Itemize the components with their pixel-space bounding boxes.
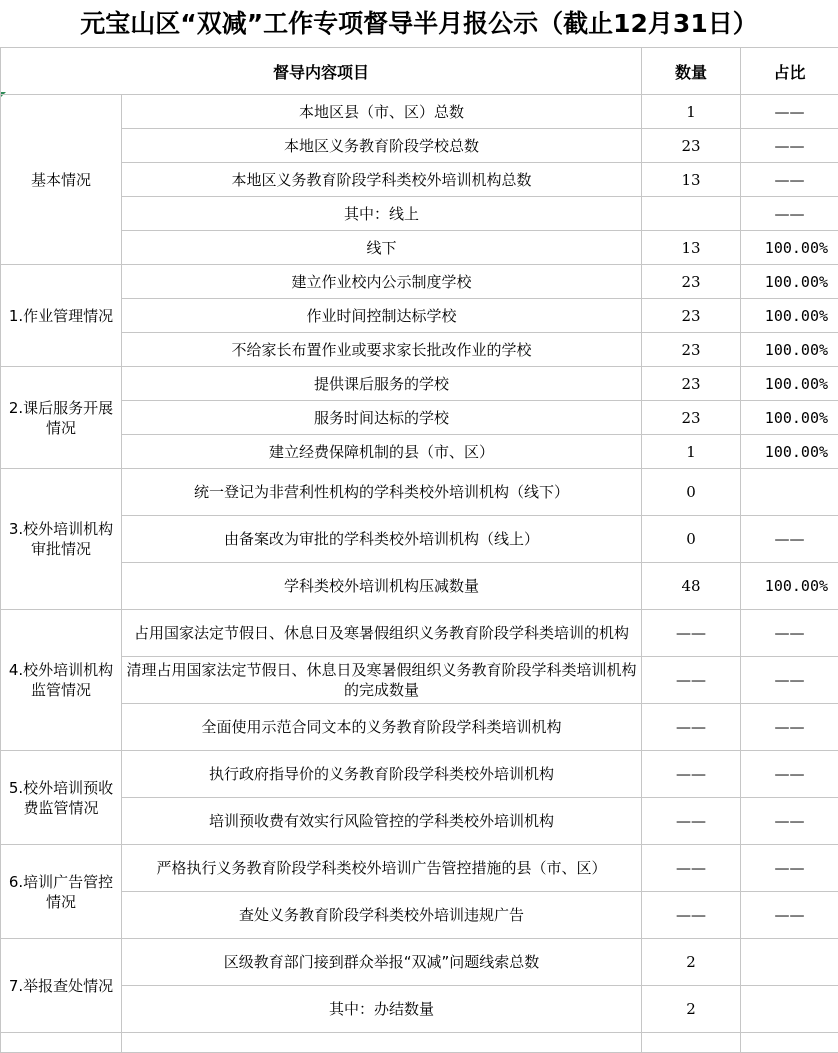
item-cell: 查处义务教育阶段学科类校外培训违规广告	[122, 892, 642, 939]
header-item: 督导内容项目	[1, 48, 642, 95]
table-row	[1, 892, 838, 939]
item-cell: 其中：线上	[122, 197, 642, 231]
table-header-row	[1, 48, 838, 95]
empty-cell	[642, 1033, 741, 1053]
count-cell: 13	[642, 231, 741, 265]
count-cell: 23	[642, 265, 741, 299]
count-cell: 23	[642, 333, 741, 367]
count-cell: 48	[642, 563, 741, 610]
count-cell: 23	[642, 401, 741, 435]
table-row	[1, 751, 838, 798]
table-row	[1, 265, 838, 299]
category-cell: 4.校外培训机构监管情况	[1, 610, 122, 751]
table-row	[1, 163, 838, 197]
count-cell: 0	[642, 516, 741, 563]
category-cell: 2.课后服务开展情况	[1, 367, 122, 469]
item-cell: 作业时间控制达标学校	[122, 299, 642, 333]
item-cell: 线下	[122, 231, 642, 265]
ratio-cell: ——	[741, 516, 838, 563]
table-row	[1, 333, 838, 367]
report-table	[0, 47, 838, 1053]
ratio-cell: 100.00%	[741, 333, 838, 367]
count-cell: 23	[642, 367, 741, 401]
category-cell: 5.校外培训预收费监管情况	[1, 751, 122, 845]
ratio-cell: ——	[741, 610, 838, 657]
item-cell: 严格执行义务教育阶段学科类校外培训广告管控措施的县（市、区）	[122, 845, 642, 892]
ratio-cell: ——	[741, 845, 838, 892]
ratio-cell: ——	[741, 751, 838, 798]
ratio-cell	[741, 469, 838, 516]
category-cell: 7.举报查处情况	[1, 939, 122, 1033]
count-cell: 2	[642, 986, 741, 1033]
table-row	[1, 845, 838, 892]
table-row	[1, 798, 838, 845]
table-row	[1, 986, 838, 1033]
count-cell: ——	[642, 704, 741, 751]
empty-cell	[741, 1033, 838, 1053]
item-cell: 建立经费保障机制的县（市、区）	[122, 435, 642, 469]
ratio-cell: 100.00%	[741, 231, 838, 265]
ratio-cell: ——	[741, 197, 838, 231]
ratio-cell: ——	[741, 129, 838, 163]
ratio-cell: 100.00%	[741, 563, 838, 610]
table-row	[1, 939, 838, 986]
count-cell: ——	[642, 610, 741, 657]
count-cell: 0	[642, 469, 741, 516]
table-row	[1, 129, 838, 163]
table-row	[1, 563, 838, 610]
category-cell: 3.校外培训机构审批情况	[1, 469, 122, 610]
ratio-cell: 100.00%	[741, 401, 838, 435]
item-cell: 本地区义务教育阶段学校总数	[122, 129, 642, 163]
item-cell: 清理占用国家法定节假日、休息日及寒暑假组织义务教育阶段学科类培训机构的完成数量	[122, 657, 642, 704]
count-cell: ——	[642, 798, 741, 845]
table-row	[1, 657, 838, 704]
ratio-cell: ——	[741, 798, 838, 845]
item-cell: 培训预收费有效实行风险管控的学科类校外培训机构	[122, 798, 642, 845]
item-cell: 统一登记为非营利性机构的学科类校外培训机构（线下）	[122, 469, 642, 516]
table-row	[1, 197, 838, 231]
ratio-cell: 100.00%	[741, 367, 838, 401]
ratio-cell	[741, 986, 838, 1033]
item-cell: 执行政府指导价的义务教育阶段学科类校外培训机构	[122, 751, 642, 798]
ratio-cell: ——	[741, 704, 838, 751]
table-row	[1, 231, 838, 265]
table-row	[1, 401, 838, 435]
ratio-cell: 100.00%	[741, 299, 838, 333]
table-row	[1, 95, 838, 129]
table-row	[1, 367, 838, 401]
ratio-cell: ——	[741, 657, 838, 704]
ratio-cell: ——	[741, 95, 838, 129]
item-cell: 不给家长布置作业或要求家长批改作业的学校	[122, 333, 642, 367]
category-cell: 6.培训广告管控情况	[1, 845, 122, 939]
item-cell: 本地区义务教育阶段学科类校外培训机构总数	[122, 163, 642, 197]
ratio-cell: 100.00%	[741, 265, 838, 299]
empty-cell	[1, 1033, 122, 1053]
table-row	[1, 435, 838, 469]
ratio-cell: ——	[741, 163, 838, 197]
item-cell: 全面使用示范合同文本的义务教育阶段学科类培训机构	[122, 704, 642, 751]
item-cell: 本地区县（市、区）总数	[122, 95, 642, 129]
ratio-cell	[741, 939, 838, 986]
item-cell: 学科类校外培训机构压减数量	[122, 563, 642, 610]
count-cell: 13	[642, 163, 741, 197]
count-cell: ——	[642, 657, 741, 704]
table-row	[1, 299, 838, 333]
item-cell: 其中：办结数量	[122, 986, 642, 1033]
item-cell: 提供课后服务的学校	[122, 367, 642, 401]
category-cell: 基本情况	[1, 95, 122, 265]
ratio-cell: ——	[741, 892, 838, 939]
item-cell: 服务时间达标的学校	[122, 401, 642, 435]
item-cell: 区级教育部门接到群众举报“双减”问题线索总数	[122, 939, 642, 986]
header-ratio: 占比	[741, 48, 838, 95]
count-cell: ——	[642, 751, 741, 798]
empty-row	[1, 1033, 838, 1053]
count-cell: 1	[642, 95, 741, 129]
category-cell: 1.作业管理情况	[1, 265, 122, 367]
table-row	[1, 516, 838, 563]
item-cell: 由备案改为审批的学科类校外培训机构（线上）	[122, 516, 642, 563]
count-cell	[642, 197, 741, 231]
count-cell: 23	[642, 299, 741, 333]
empty-cell	[122, 1033, 642, 1053]
count-cell: ——	[642, 845, 741, 892]
table-row	[1, 469, 838, 516]
table-row	[1, 704, 838, 751]
page-title: 元宝山区“双减”工作专项督导半月报公示（截止12月31日）	[0, 0, 838, 47]
item-cell: 占用国家法定节假日、休息日及寒暑假组织义务教育阶段学科类培训的机构	[122, 610, 642, 657]
count-cell: 1	[642, 435, 741, 469]
header-count: 数量	[642, 48, 741, 95]
item-cell: 建立作业校内公示制度学校	[122, 265, 642, 299]
count-cell: ——	[642, 892, 741, 939]
count-cell: 23	[642, 129, 741, 163]
table-row	[1, 610, 838, 657]
ratio-cell: 100.00%	[741, 435, 838, 469]
count-cell: 2	[642, 939, 741, 986]
